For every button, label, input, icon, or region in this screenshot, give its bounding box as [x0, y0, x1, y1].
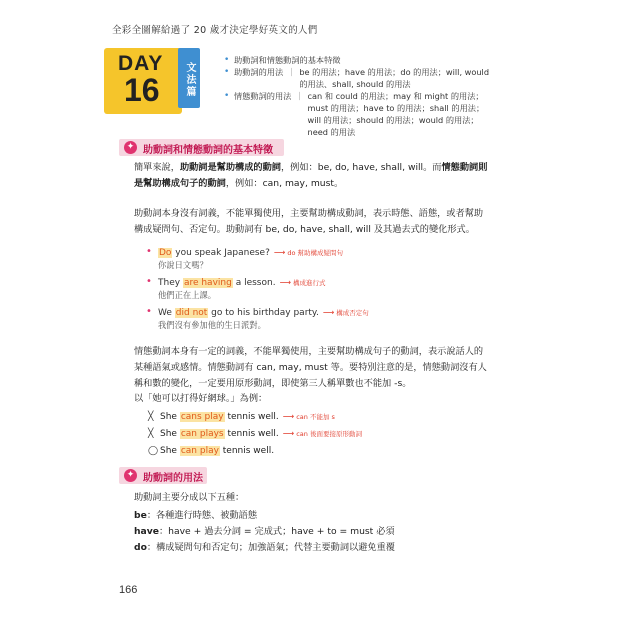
grammar-tab-label: 文法篇 [178, 48, 200, 108]
outline-separator: ｜ [295, 91, 304, 101]
chapter-outline [224, 54, 494, 138]
outline-label: • 情態動詞的用法 [234, 91, 292, 101]
example-translation: 你說日文嗎？ [158, 260, 208, 270]
day-number: 16 [124, 72, 160, 108]
paragraph-example-intro: 以「她可以打得好網球。」為例： [134, 393, 268, 404]
usage-intro: 助動詞主要分成以下五種： [134, 492, 245, 503]
text-run: 簡單來說， [134, 162, 180, 173]
check-row: ◯ She can play tennis well. [148, 446, 275, 456]
usage-block [134, 490, 492, 556]
example-list [146, 247, 486, 331]
highlight: cans play [180, 412, 224, 422]
annotation: 構成否定句 [336, 309, 369, 317]
usage-row: do：構成疑問句和否定句；加強語氣；代替主要動詞以避免重覆 [134, 542, 395, 553]
arrow-icon: ⟶ [279, 278, 292, 287]
arrow-icon: ⟶ [322, 308, 335, 317]
running-header: 全彩全圖解給過了 20 歲才決定學好英文的人們 [112, 25, 318, 36]
wrong-icon: ╳ [148, 429, 154, 439]
example-sentence: • Do you speak Japanese? ⟶ do 幫助構成疑問句 [146, 247, 486, 259]
section-title: 助動詞和情態動詞的基本特徵 [143, 145, 273, 156]
section-header [119, 467, 207, 484]
correct-icon: ◯ [148, 446, 159, 456]
usage-row: be：各種進行時態、被動語態 [134, 510, 258, 521]
outline-label: 助動詞和情態動詞的基本特徵 [234, 55, 341, 65]
page-number: 166 [119, 584, 138, 596]
outline-label: • 助動詞的用法 [234, 67, 284, 77]
wrong-icon: ╳ [148, 412, 154, 422]
highlight: Do [159, 248, 172, 258]
outline-separator: ｜ [287, 67, 296, 77]
arrow-icon: ⟶ [282, 412, 295, 421]
paragraph-auxiliary: 助動詞本身沒有詞義，不能單獨使用，主要幫助構成動詞，表示時態、語態，或者幫助構成疑問句、否定句。助動詞有 be, do, have, shall, will 及其過去式的變化形式。 [134, 208, 484, 235]
text-run: ，例如：be, do, have, shall, will。而 [281, 162, 442, 173]
bold-term: 情態動詞則是幫助構成句子的動詞 [134, 162, 488, 189]
bold-term: 助動詞是幫助構成的動詞 [179, 162, 281, 173]
example-item [146, 277, 486, 301]
day-card [104, 48, 182, 114]
highlight: can plays [180, 429, 224, 439]
outline-item [224, 54, 494, 66]
outline-detail: be 的用法；have 的用法；do 的用法；will, would 的用法、shall, should 的用法 [299, 67, 490, 89]
example-translation: 我們沒有參加他的生日派對。 [158, 320, 266, 330]
arrow-icon: ⟶ [282, 429, 295, 438]
arrow-icon: ⟶ [273, 248, 286, 257]
lightbulb-icon: ✦ [124, 469, 137, 482]
outline-item [224, 66, 494, 90]
check-row: ╳ She can plays tennis well. ⟶ can 後面要接原形動詞 [148, 429, 362, 439]
usage-row: have：have + 過去分詞 = 完成式；have + to = must 必須 [134, 526, 395, 537]
paragraph-modal: 情態動詞本身有一定的詞義，不能單獨使用，主要幫助構成句子的動詞，表示說話人的某種語氣或感情。情態動詞有 can, may, must 等。要特別注意的是，情態動詞沒有人稱和數的變化，一定要用原形動詞，即使第三人稱單數也不能加 -s。 [134, 346, 487, 389]
highlight: can play [180, 446, 219, 456]
example-item [146, 247, 486, 271]
annotation: 構成進行式 [293, 279, 326, 287]
annotation: do 幫助構成疑問句 [287, 249, 344, 257]
check-row: ╳ She cans play tennis well. ⟶ can 不能加 s [148, 412, 335, 422]
correctness-list [148, 411, 488, 457]
annotation: can 不能加 s [296, 413, 335, 421]
section-title: 助動詞的用法 [143, 473, 203, 484]
example-sentence: • They are having a lesson. ⟶ 構成進行式 [146, 277, 486, 289]
section-header [119, 139, 284, 156]
annotation: can 後面要接原形動詞 [296, 430, 362, 438]
example-sentence: • We did not go to his birthday party. ⟶ 構成否定句 [146, 307, 486, 319]
outline-detail: can 和 could 的用法；may 和 might 的用法；must 的用法；have to 的用法；shall 的用法；will 的用法；should 的用法；would 的用法；need 的用法 [307, 91, 485, 137]
outline-item [224, 90, 494, 138]
day-badge [104, 48, 216, 114]
example-translation: 他們正在上課。 [158, 290, 217, 300]
day-word: DAY [118, 52, 164, 75]
text-run: ，例如：can, may, must。 [225, 178, 344, 189]
highlight: are having [183, 278, 232, 288]
lightbulb-icon: ✦ [124, 141, 137, 154]
paragraph-definition [134, 160, 492, 192]
highlight: did not [175, 308, 208, 318]
example-item [146, 307, 486, 331]
